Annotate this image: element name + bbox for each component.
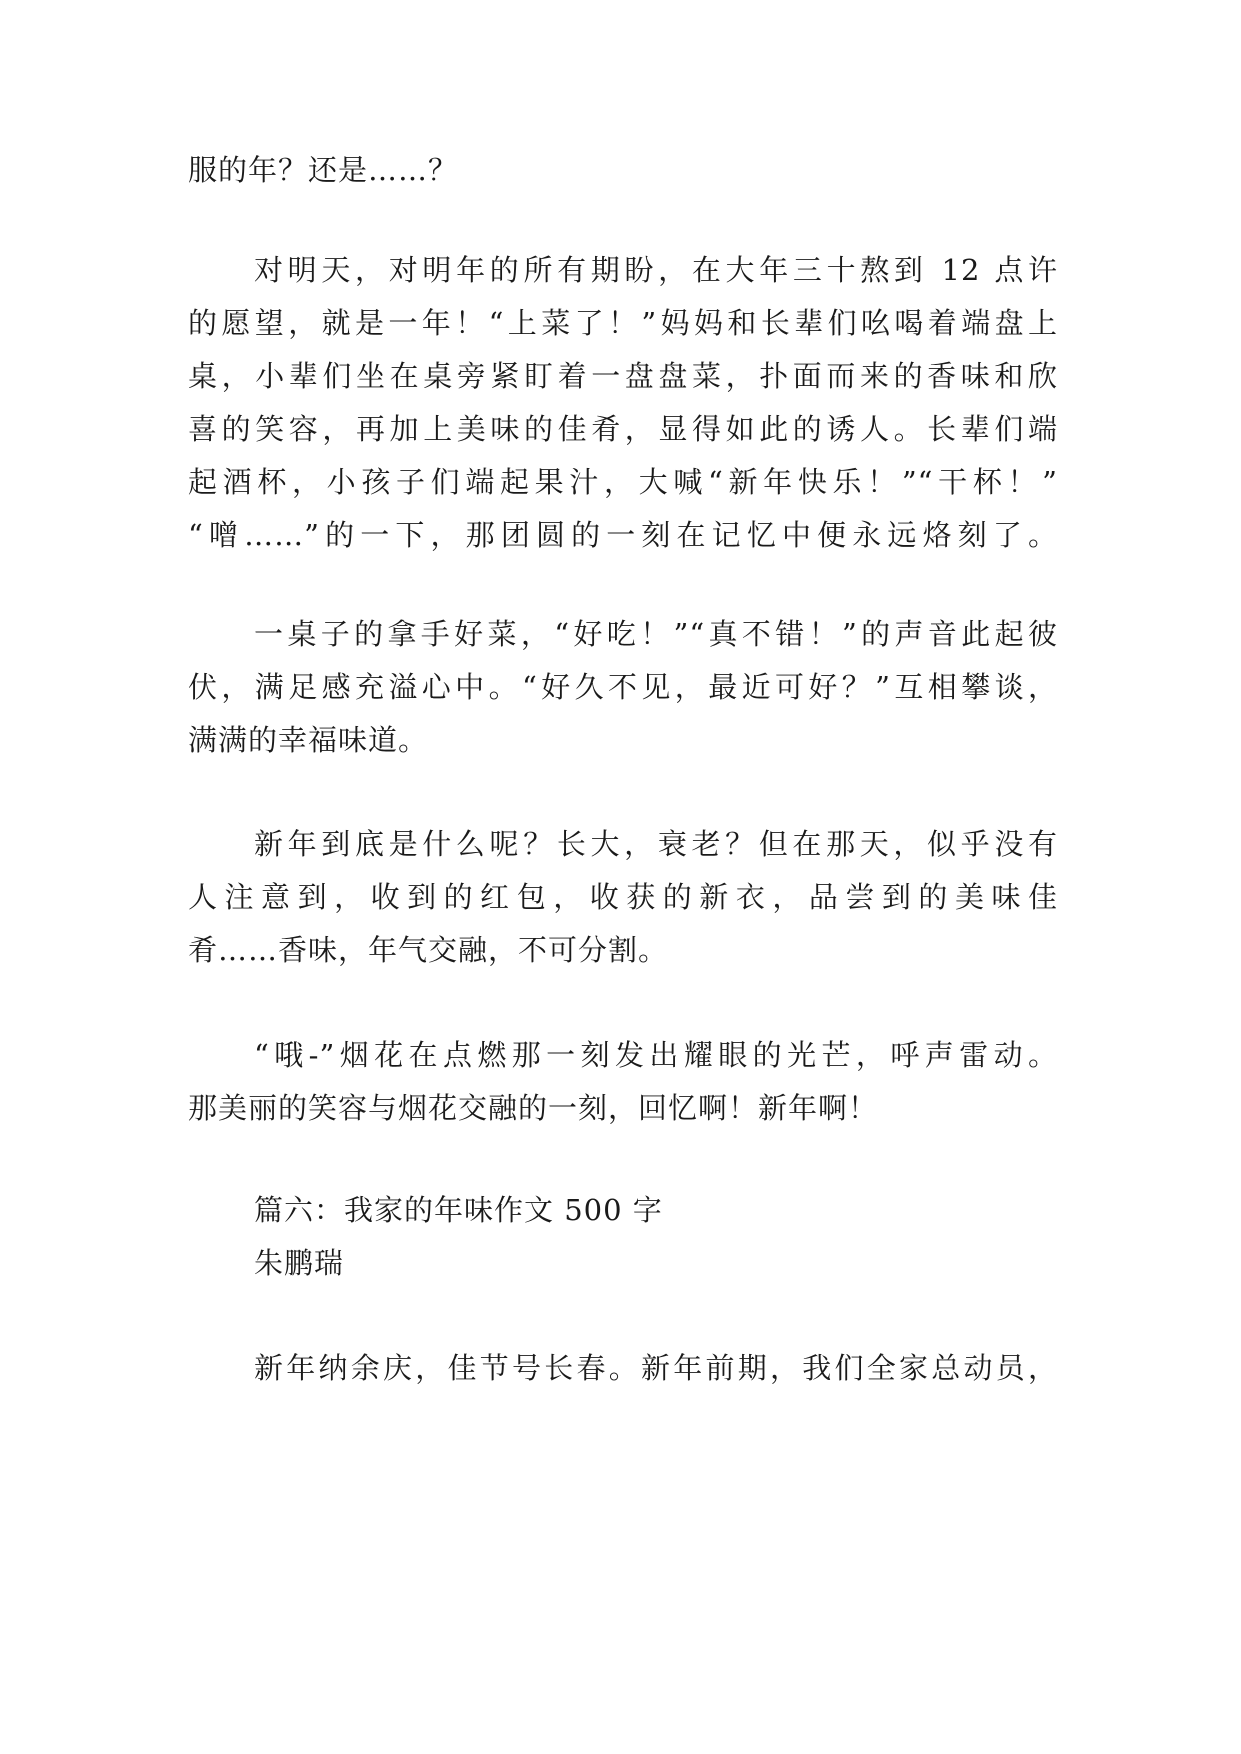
paragraph-line: 喜的笑容，再加上美味的佳肴，显得如此的诱人。长辈们端	[188, 412, 1058, 446]
paragraph-line: 那美丽的笑容与烟花交融的一刻，回忆啊！新年啊！	[188, 1091, 879, 1125]
section-title: 篇六：我家的年味作文 500 字	[254, 1193, 663, 1227]
paragraph-line: 新年到底是什么呢？长大，衰老？但在那天，似乎没有	[254, 827, 1058, 861]
paragraph-line: 对明天，对明年的所有期盼，在大年三十熬到 12 点许	[254, 253, 1058, 287]
paragraph-line: 的愿望，就是一年！“上菜了！”妈妈和长辈们吆喝着端盘上	[188, 306, 1058, 340]
paragraph-line: 肴……香味，年气交融，不可分割。	[188, 933, 669, 967]
paragraph-line: 起酒杯，小孩子们端起果汁，大喊“新年快乐！”“干杯！”	[188, 465, 1058, 499]
paragraph-line: 一桌子的拿手好菜，“好吃！”“真不错！”的声音此起彼	[254, 617, 1058, 651]
paragraph-line: 服的年？还是……？	[188, 153, 459, 187]
paragraph-line: 新年纳余庆，佳节号长春。新年前期，我们全家总动员，	[254, 1351, 1058, 1385]
paragraph-line: “哦-”烟花在点燃那一刻发出耀眼的光芒，呼声雷动。	[254, 1038, 1058, 1072]
paragraph-line: 伏，满足感充溢心中。“好久不见，最近可好？”互相攀谈，	[188, 670, 1058, 704]
paragraph-line: 满满的幸福味道。	[188, 723, 429, 757]
paragraph-line: 桌，小辈们坐在桌旁紧盯着一盘盘菜，扑面而来的香味和欣	[188, 359, 1058, 393]
paragraph-line: 人注意到，收到的红包，收获的新衣，品尝到的美味佳	[188, 880, 1058, 914]
paragraph-line: “噌……”的一下，那团圆的一刻在记忆中便永远烙刻了。	[188, 518, 1058, 552]
author-name: 朱鹏瑞	[254, 1246, 345, 1280]
